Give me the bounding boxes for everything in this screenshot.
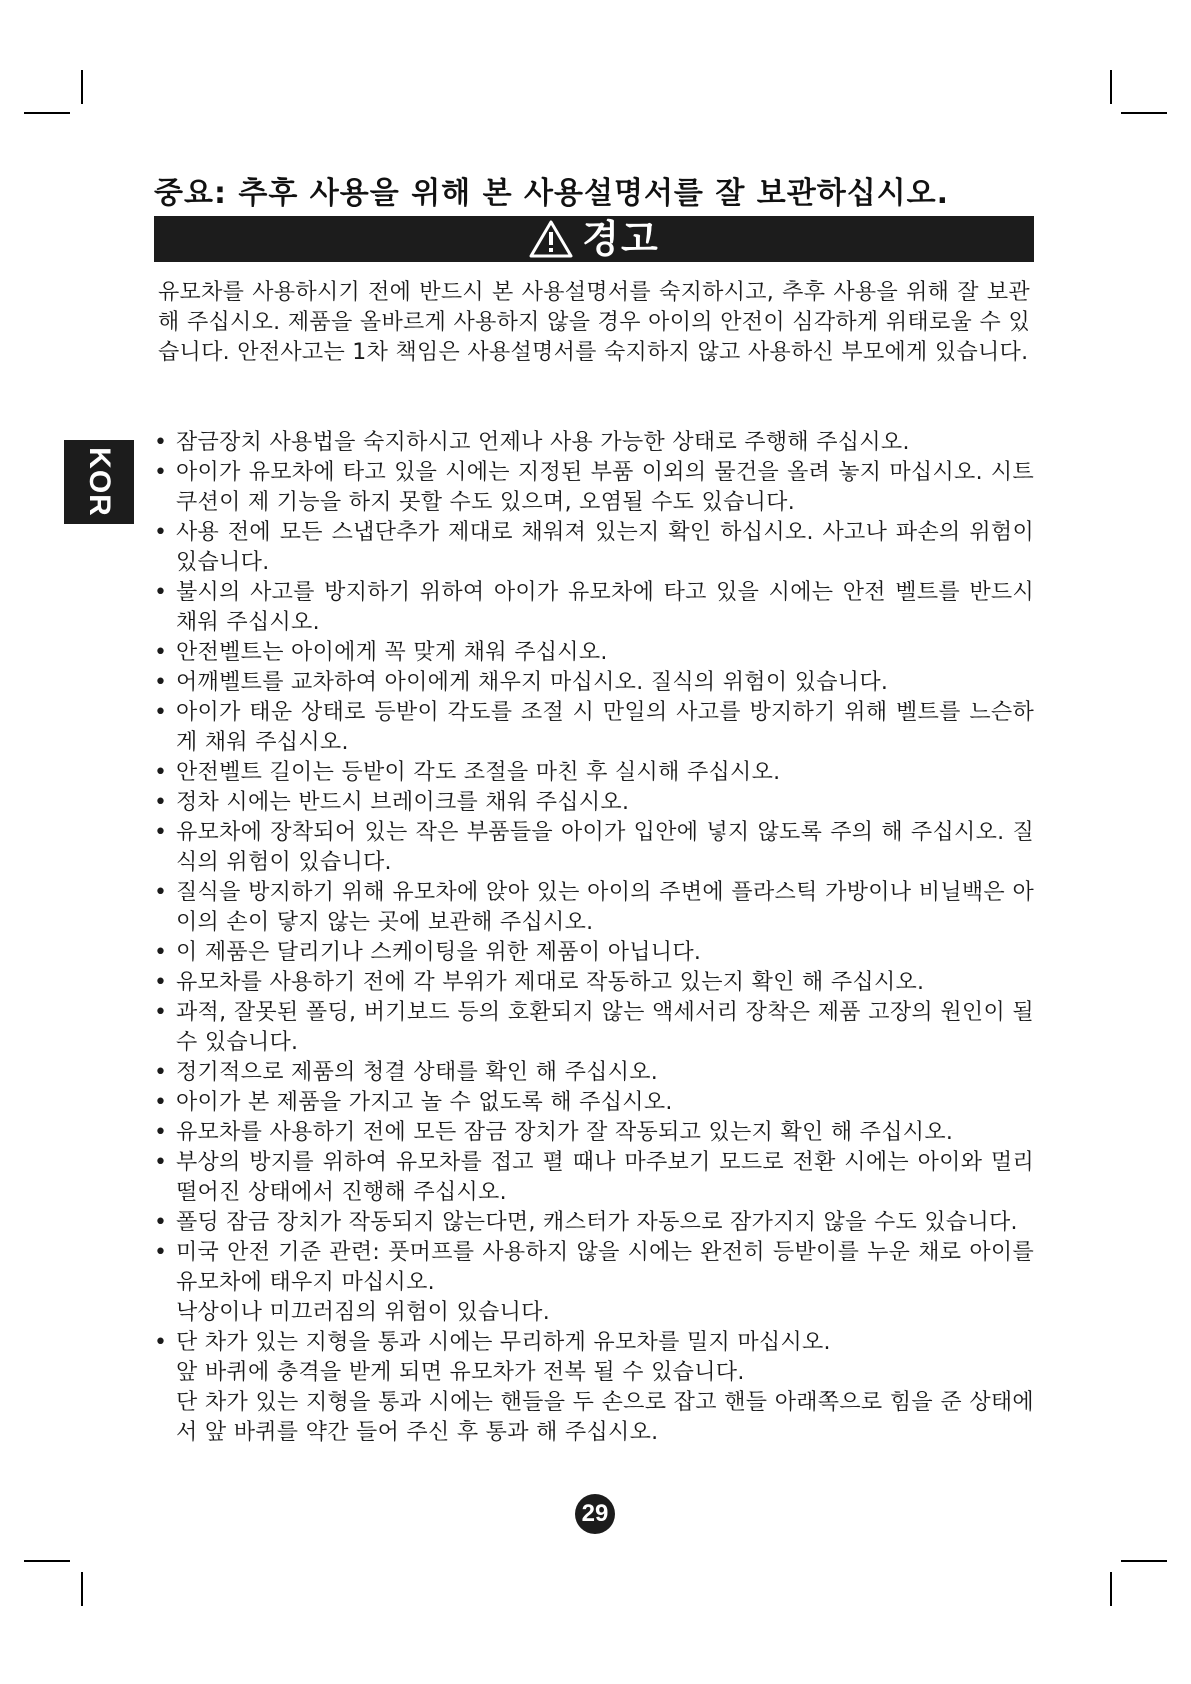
list-item: • 안전벨트 길이는 등받이 각도 조절을 마친 후 실시해 주십시오. [154, 758, 1034, 788]
list-item: • 이 제품은 달리기나 스케이팅을 위한 제품이 아닙니다. [154, 938, 1034, 968]
page-heading: 중요: 추후 사용을 위해 본 사용설명서를 잘 보관하십시오. [154, 176, 950, 211]
list-item: • 아이가 본 제품을 가지고 놀 수 없도록 해 주십시오. [154, 1088, 1034, 1118]
list-item: • 부상의 방지를 위하여 유모차를 접고 펼 때나 마주보기 모드로 전환 시에는 아이와 멀리 떨어진 상태에서 진행해 주십시오. [154, 1148, 1034, 1208]
list-item: • 과적, 잘못된 폴딩, 버기보드 등의 호환되지 않는 액세서리 장착은 제품 고장의 원인이 될 수 있습니다. [154, 998, 1034, 1058]
list-item: • 유모차를 사용하기 전에 모든 잠금 장치가 잘 작동되고 있는지 확인 해 주십시오. [154, 1118, 1034, 1148]
language-tab [64, 440, 134, 524]
list-item: • 미국 안전 기준 관련: 풋머프를 사용하지 않을 시에는 완전히 등받이를 누운 채로 아이를 유모차에 태우지 마십시오. 낙상이나 미끄러짐의 위험이 있습니다. [154, 1238, 1034, 1328]
language-tab-label: KOR [82, 447, 116, 517]
list-item: • 아이가 태운 상태로 등받이 각도를 조절 시 만일의 사고를 방지하기 위해 벨트를 느슨하게 채워 주십시오. [154, 698, 1034, 758]
intro-paragraph: 유모차를 사용하시기 전에 반드시 본 사용설명서를 숙지하시고, 추후 사용을 위해 잘 보관해 주십시오. 제품을 올바르게 사용하지 않을 경우 아이의 안전이 심각하게 위태로울 수 있습니다. 안전사고는 1차 책임은 사용설명서를 숙지하지 않고 사용하신 부모에게 있습니다. [158, 280, 1030, 365]
crop-mark [81, 70, 83, 104]
list-item-note: 낙상이나 미끄러짐의 위험이 있습니다. [176, 1300, 551, 1325]
list-item: • 안전벨트는 아이에게 꼭 맞게 채워 주십시오. [154, 638, 1034, 668]
warning-triangle-icon [528, 219, 574, 259]
list-item: • 질식을 방지하기 위해 유모차에 앉아 있는 아이의 주변에 플라스틱 가방이나 비닐백은 아이의 손이 닿지 않는 곳에 보관해 주십시오. [154, 878, 1034, 938]
list-item: • 유모차에 장착되어 있는 작은 부품들을 아이가 입안에 넣지 않도록 주의 해 주십시오. 질식의 위험이 있습니다. [154, 818, 1034, 878]
list-item: • 유모차를 사용하기 전에 각 부위가 제대로 작동하고 있는지 확인 해 주십시오. [154, 968, 1034, 998]
list-item: • 불시의 사고를 방지하기 위하여 아이가 유모차에 타고 있을 시에는 안전 벨트를 반드시 채워 주십시오. [154, 578, 1034, 638]
crop-mark [1110, 70, 1112, 104]
list-item: • 폴딩 잠금 장치가 작동되지 않는다면, 캐스터가 자동으로 잠가지지 않을 수도 있습니다. [154, 1208, 1034, 1238]
page-number: 29 [575, 1494, 615, 1534]
list-item: • 정차 시에는 반드시 브레이크를 채워 주십시오. [154, 788, 1034, 818]
list-item: • 어깨벨트를 교차하여 아이에게 채우지 마십시오. 질식의 위험이 있습니다. [154, 668, 1034, 698]
crop-mark [24, 112, 70, 114]
crop-mark [1121, 112, 1167, 114]
list-item: • 잠금장치 사용법을 숙지하시고 언제나 사용 가능한 상태로 주행해 주십시오. [154, 428, 1034, 458]
list-item: • 단 차가 있는 지형을 통과 시에는 무리하게 유모차를 밀지 마십시오. 앞 바퀴에 충격을 받게 되면 유모차가 전복 될 수 있습니다. 단 차가 있는 지형을 통과 시에는 핸들을 두 손으로 잡고 핸들 아래쪽으로 힘을 준 상태에서 앞 바퀴를 약간 들어 주신 후 통과 해 주십시오. [154, 1328, 1034, 1448]
crop-mark [24, 1560, 70, 1562]
warning-list [154, 428, 1034, 1448]
crop-mark [1121, 1560, 1167, 1562]
list-item-note: 앞 바퀴에 충격을 받게 되면 유모차가 전복 될 수 있습니다. [176, 1360, 745, 1385]
list-item: • 정기적으로 제품의 청결 상태를 확인 해 주십시오. [154, 1058, 1034, 1088]
warning-title: 경고 [582, 217, 660, 261]
crop-mark [81, 1572, 83, 1606]
list-item: • 사용 전에 모든 스냅단추가 제대로 채워져 있는지 확인 하십시오. 사고나 파손의 위험이 있습니다. [154, 518, 1034, 578]
warning-banner [154, 216, 1034, 262]
crop-mark [1110, 1572, 1112, 1606]
list-item-note: 단 차가 있는 지형을 통과 시에는 핸들을 두 손으로 잡고 핸들 아래쪽으로 힘을 준 상태에서 앞 바퀴를 약간 들어 주신 후 통과 해 주십시오. [176, 1390, 1034, 1445]
list-item: • 아이가 유모차에 타고 있을 시에는 지정된 부품 이외의 물건을 올려 놓지 마십시오. 시트 쿠션이 제 기능을 하지 못할 수도 있으며, 오염될 수도 있습니다. [154, 458, 1034, 518]
